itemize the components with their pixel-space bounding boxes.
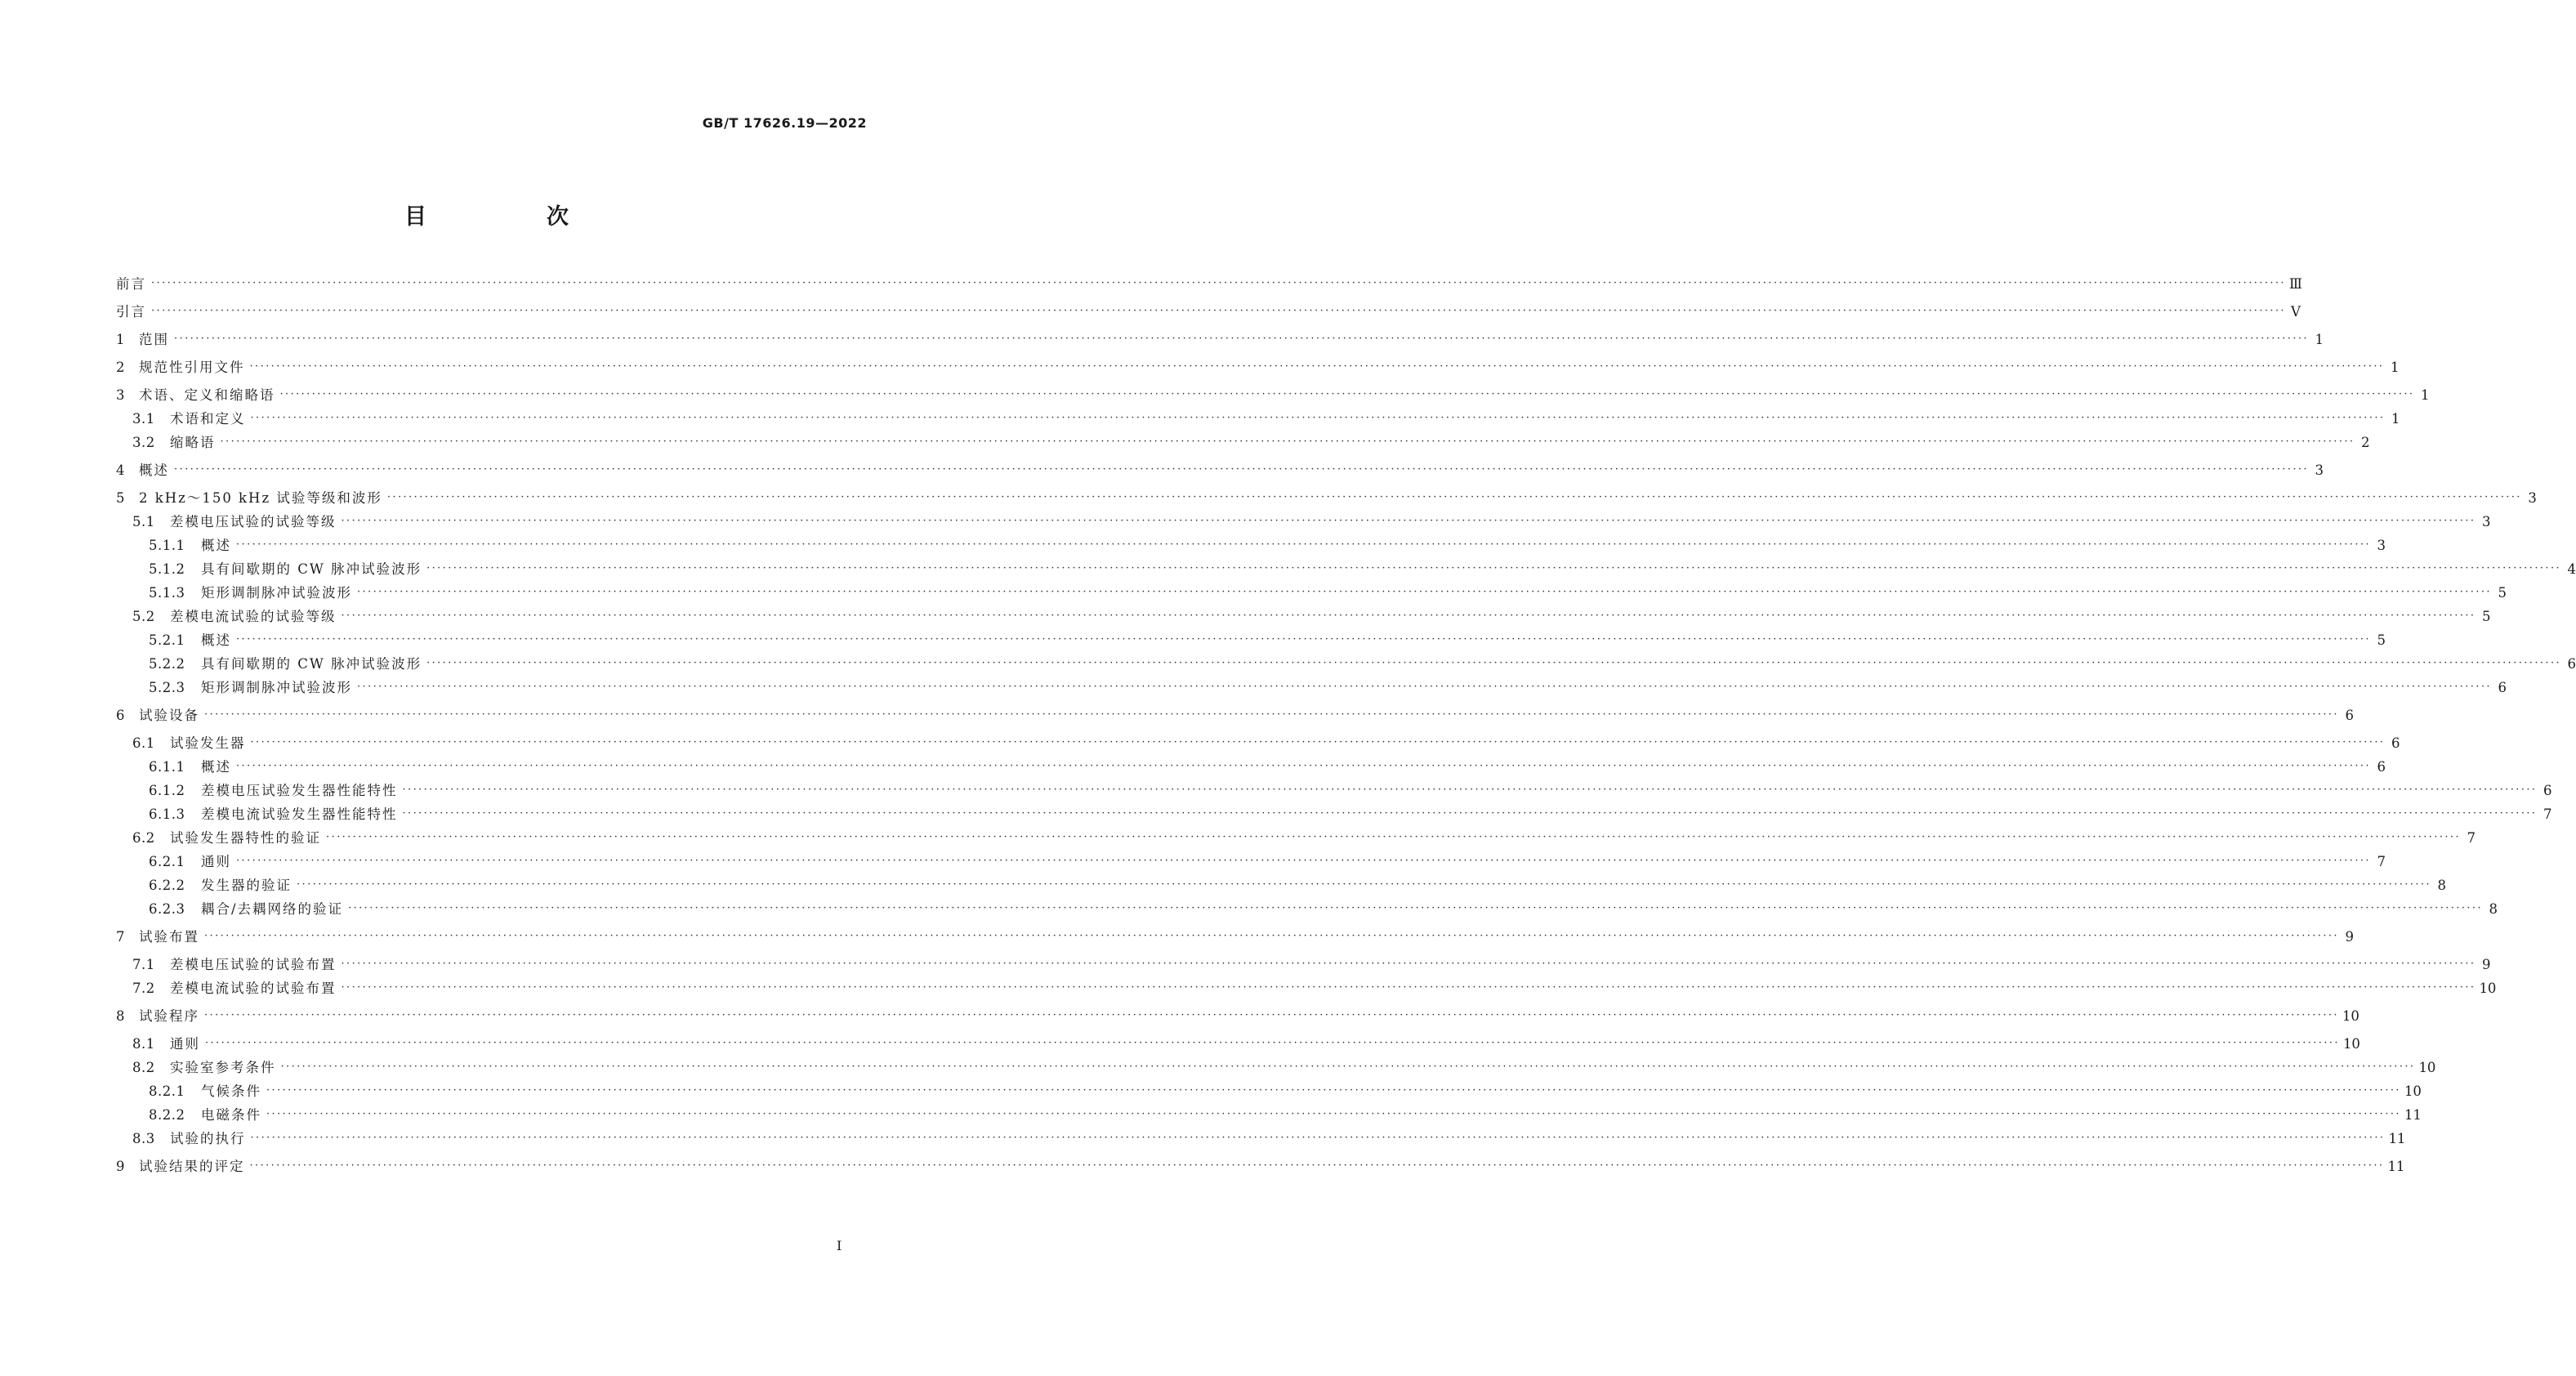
toc-entry-page: 1 — [2315, 332, 2324, 347]
toc-entry-title: 范围 — [139, 332, 169, 347]
toc-entry-label — [149, 678, 352, 698]
toc-entry[interactable] — [116, 536, 2386, 556]
toc-dot-leader: ················································································································································································································································································································································································································ — [341, 958, 2476, 970]
toc-entry-number: 3 — [116, 387, 125, 403]
toc-entry-label — [132, 1058, 276, 1078]
toc-entry-label — [149, 900, 343, 919]
toc-entry-title: 差模电流试验的试验等级 — [170, 609, 337, 624]
toc-entry[interactable] — [116, 979, 2497, 998]
toc-entry-page: 11 — [2404, 1107, 2422, 1123]
toc-entry-title: 前言 — [116, 276, 146, 292]
toc-entry-number: 8.3 — [132, 1131, 155, 1146]
toc-entry[interactable] — [116, 302, 2301, 322]
toc-entry-page: 8 — [2489, 901, 2498, 917]
toc-entry[interactable] — [116, 654, 2576, 674]
toc-entry[interactable] — [116, 489, 2537, 508]
toc-entry-title: 电磁条件 — [201, 1107, 261, 1123]
toc-entry-number: 3.1 — [132, 411, 155, 427]
toc-entry-number: 2 — [116, 360, 125, 375]
toc-entry[interactable] — [116, 876, 2446, 896]
toc-entry-label — [116, 1007, 199, 1026]
toc-entry-page: 10 — [2479, 981, 2497, 996]
toc-dot-leader: ················································································································································································································································································································································································································ — [426, 562, 2562, 574]
toc-entry-label — [149, 1082, 261, 1101]
toc-entry-title: 差模电压试验发生器性能特性 — [201, 783, 398, 798]
toc-entry-label — [149, 1106, 261, 1125]
toc-entry[interactable] — [116, 781, 2552, 801]
toc-entry-page: 11 — [2388, 1131, 2406, 1146]
toc-entry-page: 1 — [2391, 411, 2400, 427]
toc-entry[interactable] — [116, 330, 2324, 350]
toc-entry-title: 试验程序 — [139, 1008, 199, 1024]
toc-entry-label — [132, 1129, 246, 1149]
toc-entry-label — [132, 512, 337, 532]
toc-entry-title: 具有间歇期的 CW 脉冲试验波形 — [201, 656, 422, 672]
toc-entry-page: 5 — [2481, 609, 2491, 624]
toc-dot-leader: ················································································································································································································································································································································································································ — [386, 491, 2522, 503]
toc-dot-leader: ················································································································································································································································································································································································································ — [204, 1009, 2339, 1021]
toc-entry-number: 7.1 — [132, 957, 155, 972]
toc-entry-title: 通则 — [201, 854, 231, 869]
toc-entry-title: 术语、定义和缩略语 — [139, 387, 275, 403]
toc-entry-number: 6 — [116, 708, 125, 723]
toc-dot-leader: ················································································································································································································································································································································································································ — [174, 463, 2309, 476]
toc-entry[interactable] — [116, 433, 2370, 453]
toc-entry-label — [132, 607, 337, 627]
toc-dot-leader: ················································································································································································································································································································································································································ — [426, 657, 2562, 669]
toc-dot-leader: ················································································································································································································································································································································································································ — [341, 981, 2476, 994]
toc-entry-label — [132, 433, 216, 453]
toc-entry-label — [149, 583, 352, 603]
toc-entry-number: 9 — [116, 1159, 125, 1174]
toc-entry-number: 6.2 — [132, 830, 155, 846]
toc-entry-label — [149, 654, 422, 674]
toc-entry[interactable] — [116, 1129, 2406, 1149]
toc-entry-title: 概述 — [139, 462, 169, 478]
toc-entry-number: 6.1.3 — [149, 806, 185, 822]
toc-entry-label — [149, 631, 231, 650]
toc-entry[interactable] — [116, 927, 2354, 947]
toc-entry-title: 缩略语 — [170, 435, 216, 450]
toc-entry-title: 具有间歇期的 CW 脉冲试验波形 — [201, 561, 422, 577]
toc-entry-page: 3 — [2481, 514, 2491, 529]
toc-entry[interactable] — [116, 461, 2324, 480]
toc-entry-page: 7 — [2467, 830, 2476, 846]
toc-entry-label — [116, 386, 275, 405]
toc-dot-leader: ················································································································································································································································································································································································································ — [236, 855, 2371, 867]
toc-entry-number: 8 — [116, 1008, 125, 1024]
toc-entry[interactable] — [116, 900, 2498, 919]
toc-entry-label — [149, 560, 422, 579]
toc-entry-label — [116, 275, 146, 294]
toc-entry-number: 6.1.1 — [149, 759, 185, 775]
toc-entry-page: 6 — [2498, 680, 2507, 695]
toc-entry-page: 1 — [2390, 360, 2400, 375]
toc-entry-number: 5.1.2 — [149, 561, 185, 577]
toc-entry[interactable] — [116, 409, 2400, 429]
toc-entry-number: 5 — [116, 490, 125, 506]
toc-entry-title: 术语和定义 — [170, 411, 246, 427]
toc-entry-page: 10 — [2342, 1008, 2359, 1024]
toc-entry[interactable] — [116, 386, 2430, 405]
toc-entry-page: 8 — [2437, 878, 2446, 893]
toc-entry-number: 6.1 — [132, 735, 155, 751]
toc-entry-label — [149, 805, 398, 824]
toc-entry-page: 7 — [2543, 806, 2552, 822]
toc-entry-title: 概述 — [201, 759, 231, 775]
toc-dot-leader: ················································································································································································································································································································································································································ — [236, 633, 2371, 646]
toc-entry-number: 7 — [116, 929, 125, 945]
toc-entry[interactable] — [116, 852, 2386, 872]
toc-entry-title: 差模电流试验的试验布置 — [170, 981, 337, 996]
toc-entry-label — [132, 409, 246, 429]
toc-entry-number: 5.1.1 — [149, 538, 185, 553]
toc-entry-title: 耦合/去耦网络的验证 — [201, 901, 344, 917]
toc-entry-page: 7 — [2377, 854, 2386, 869]
toc-entry-number: 8.2 — [132, 1060, 155, 1075]
toc-entry-page: 6 — [2567, 656, 2576, 672]
toc-entry-page: 9 — [2345, 929, 2354, 945]
toc-entry-number: 8.1 — [132, 1036, 155, 1052]
toc-dot-leader: ················································································································································································································································································································································································································ — [402, 807, 2538, 820]
toc-entry-label — [116, 461, 169, 480]
toc-entry[interactable] — [116, 678, 2507, 698]
toc-entry-number: 1 — [116, 332, 125, 347]
toc-dot-leader: ················································································································································································································································································································································································································ — [280, 1061, 2416, 1073]
toc-entry-number: 5.2.2 — [149, 656, 185, 672]
toc-entry-title: 矩形调制脉冲试验波形 — [201, 585, 352, 601]
toc-entry-page: 6 — [2543, 783, 2552, 798]
toc-entry-page: Ⅴ — [2291, 304, 2301, 319]
toc-dot-leader: ················································································································································································································································································································································································································ — [151, 277, 2286, 289]
toc-entry[interactable] — [116, 955, 2491, 975]
toc-entry-title: 气候条件 — [201, 1083, 261, 1099]
toc-entry-label — [149, 781, 398, 801]
toc-entry-title: 差模电流试验发生器性能特性 — [201, 806, 398, 822]
toc-entry-title: 通则 — [170, 1036, 200, 1052]
toc-entry[interactable] — [116, 631, 2386, 650]
toc-entry-title: 差模电压试验的试验布置 — [170, 957, 337, 972]
toc-entry-page: 9 — [2481, 957, 2491, 972]
toc-entry-page: 5 — [2498, 585, 2507, 601]
toc-entry-title: 发生器的验证 — [201, 878, 292, 893]
toc-entry-label — [149, 536, 231, 556]
toc-entry-number: 5.2.1 — [149, 632, 185, 648]
toc-entry-label — [132, 1034, 200, 1054]
toc-entry[interactable] — [116, 607, 2491, 627]
toc-entry-number: 5.1 — [132, 514, 155, 529]
toc-entry-page: 11 — [2387, 1159, 2405, 1174]
toc-entry-label — [132, 829, 321, 848]
toc-entry-page: 5 — [2377, 632, 2386, 648]
toc-entry-page: 6 — [2391, 735, 2400, 751]
toc-dot-leader: ················································································································································································································································································································································································································ — [250, 412, 2386, 424]
toc-entry-title: 2 kHz～150 kHz 试验等级和波形 — [139, 490, 382, 506]
toc-entry-page: 3 — [2315, 462, 2324, 478]
toc-dot-leader: ················································································································································································································································································································································································································ — [357, 586, 2492, 598]
toc-entry-label — [116, 706, 199, 726]
toc-entry[interactable] — [116, 805, 2552, 824]
toc-entry-page: 2 — [2360, 435, 2370, 450]
toc-entry-page: 3 — [2377, 538, 2386, 553]
toc-dot-leader: ················································································································································································································································································································································································································ — [402, 784, 2538, 796]
toc-entry-page: 10 — [2418, 1060, 2436, 1075]
toc-dot-leader: ················································································································································································································································································································································································································ — [236, 760, 2371, 772]
toc-dot-leader: ················································································································································································································································································································································································································ — [151, 305, 2286, 317]
toc-entry-label — [149, 876, 292, 896]
toc-entry-title: 实验室参考条件 — [170, 1060, 276, 1075]
toc-dot-leader: ················································································································································································································································································································································································································ — [297, 878, 2431, 891]
toc-entry-page: 3 — [2528, 490, 2537, 506]
toc-entry-label — [132, 734, 246, 753]
page-title: 目 次 — [404, 204, 618, 230]
toc-entry-title: 试验设备 — [139, 708, 199, 723]
toc-dot-leader: ················································································································································································································································································································································································································ — [220, 436, 2355, 448]
toc-entry-title: 规范性引用文件 — [139, 360, 245, 375]
toc-entry-title: 差模电压试验的试验等级 — [170, 514, 337, 529]
toc-entry-title: 试验布置 — [139, 929, 199, 945]
toc-entry[interactable] — [116, 1106, 2422, 1125]
toc-entry-label — [132, 979, 337, 998]
toc-entry-label — [149, 852, 231, 872]
toc-entry-number: 6.2.2 — [149, 878, 185, 893]
toc-dot-leader: ················································································································································································································································································································································································································ — [249, 1159, 2385, 1172]
toc-dot-leader: ················································································································································································································································································································································································································ — [357, 681, 2492, 693]
toc-entry-number: 6.1.2 — [149, 783, 185, 798]
toc-entry[interactable] — [116, 275, 2302, 294]
toc-entry-page: 1 — [2420, 387, 2430, 403]
toc-entry-label — [116, 927, 199, 947]
toc-entry-title: 试验发生器 — [170, 735, 246, 751]
toc-dot-leader: ················································································································································································································································································································································································································ — [250, 1132, 2386, 1144]
toc-entry-label — [132, 955, 337, 975]
toc-dot-leader: ················································································································································································································································································································································································································ — [341, 610, 2476, 622]
toc-dot-leader: ················································································································································································································································································································································································································ — [266, 1108, 2401, 1120]
toc-entry-title: 引言 — [116, 304, 146, 319]
toc-dot-leader: ················································································································································································································································································································································································································ — [279, 388, 2415, 400]
toc-entry[interactable] — [116, 358, 2400, 378]
toc-dot-leader: ················································································································································································································································································································································································································ — [205, 1037, 2340, 1049]
page-number: I — [837, 1238, 842, 1253]
toc-entry-number: 6.2.3 — [149, 901, 185, 917]
toc-entry[interactable] — [116, 706, 2354, 726]
toc-entry[interactable] — [116, 1007, 2359, 1026]
toc-entry-page: 10 — [2342, 1036, 2360, 1052]
toc-entry-label — [116, 1157, 245, 1177]
toc-entry[interactable] — [116, 560, 2576, 579]
toc-entry-label — [116, 330, 169, 350]
toc-entry[interactable] — [116, 734, 2400, 753]
toc-dot-leader: ················································································································································································································································································································································································································ — [326, 831, 2461, 843]
toc-entry-number: 6.2.1 — [149, 854, 185, 869]
toc-dot-leader: ················································································································································································································································································································································································································ — [348, 902, 2483, 914]
toc-entry-title: 试验结果的评定 — [139, 1159, 245, 1174]
toc-entry-number: 8.2.2 — [149, 1107, 185, 1123]
toc-entry-page: 4 — [2567, 561, 2576, 577]
toc-entry-label — [116, 358, 245, 378]
toc-entry[interactable] — [116, 512, 2491, 532]
toc-entry-title: 试验的执行 — [170, 1131, 246, 1146]
toc-entry-number: 8.2.1 — [149, 1083, 185, 1099]
toc-dot-leader: ················································································································································································································································································································································································································ — [236, 538, 2371, 551]
toc-entry-page: 6 — [2345, 708, 2354, 723]
standard-number: GB/T 17626.19—2022 — [702, 115, 867, 131]
toc-dot-leader: ················································································································································································································································································································································································································ — [341, 515, 2476, 527]
toc-entry-page: 10 — [2404, 1083, 2422, 1099]
toc-entry-number: 5.2.3 — [149, 680, 185, 695]
toc-entry-title: 概述 — [201, 632, 231, 648]
toc-dot-leader: ················································································································································································································································································································································································································ — [266, 1084, 2401, 1097]
toc-dot-leader: ················································································································································································································································································································································································································ — [204, 708, 2339, 721]
toc-entry[interactable] — [116, 1034, 2360, 1054]
toc-entry-page: Ⅲ — [2288, 276, 2302, 292]
toc-entry[interactable] — [116, 1058, 2436, 1078]
toc-entry-page: 6 — [2377, 759, 2386, 775]
toc-entry-number: 4 — [116, 462, 125, 478]
toc-dot-leader: ················································································································································································································································································································································································································ — [174, 333, 2309, 345]
toc-entry-title: 矩形调制脉冲试验波形 — [201, 680, 352, 695]
toc-dot-leader: ················································································································································································································································································································································································································ — [250, 736, 2386, 748]
toc-entry-number: 7.2 — [132, 981, 155, 996]
toc-entry-number: 3.2 — [132, 435, 155, 450]
toc-entry-label — [116, 302, 146, 322]
toc-dot-leader: ················································································································································································································································································································································································································ — [249, 360, 2385, 373]
toc-entry[interactable] — [116, 757, 2386, 777]
toc-entry-label — [149, 757, 231, 777]
toc-entry-title: 试验发生器特性的验证 — [170, 830, 321, 846]
toc-entry-label — [116, 489, 382, 508]
toc-entry-number: 5.1.3 — [149, 585, 185, 601]
toc-entry[interactable] — [116, 1082, 2422, 1101]
toc-dot-leader: ················································································································································································································································································································································································································ — [204, 930, 2339, 942]
toc-entry[interactable] — [116, 583, 2507, 603]
toc-entry[interactable] — [116, 829, 2476, 848]
toc-entry-number: 5.2 — [132, 609, 155, 624]
toc-entry[interactable] — [116, 1157, 2405, 1177]
toc-entry-title: 概述 — [201, 538, 231, 553]
